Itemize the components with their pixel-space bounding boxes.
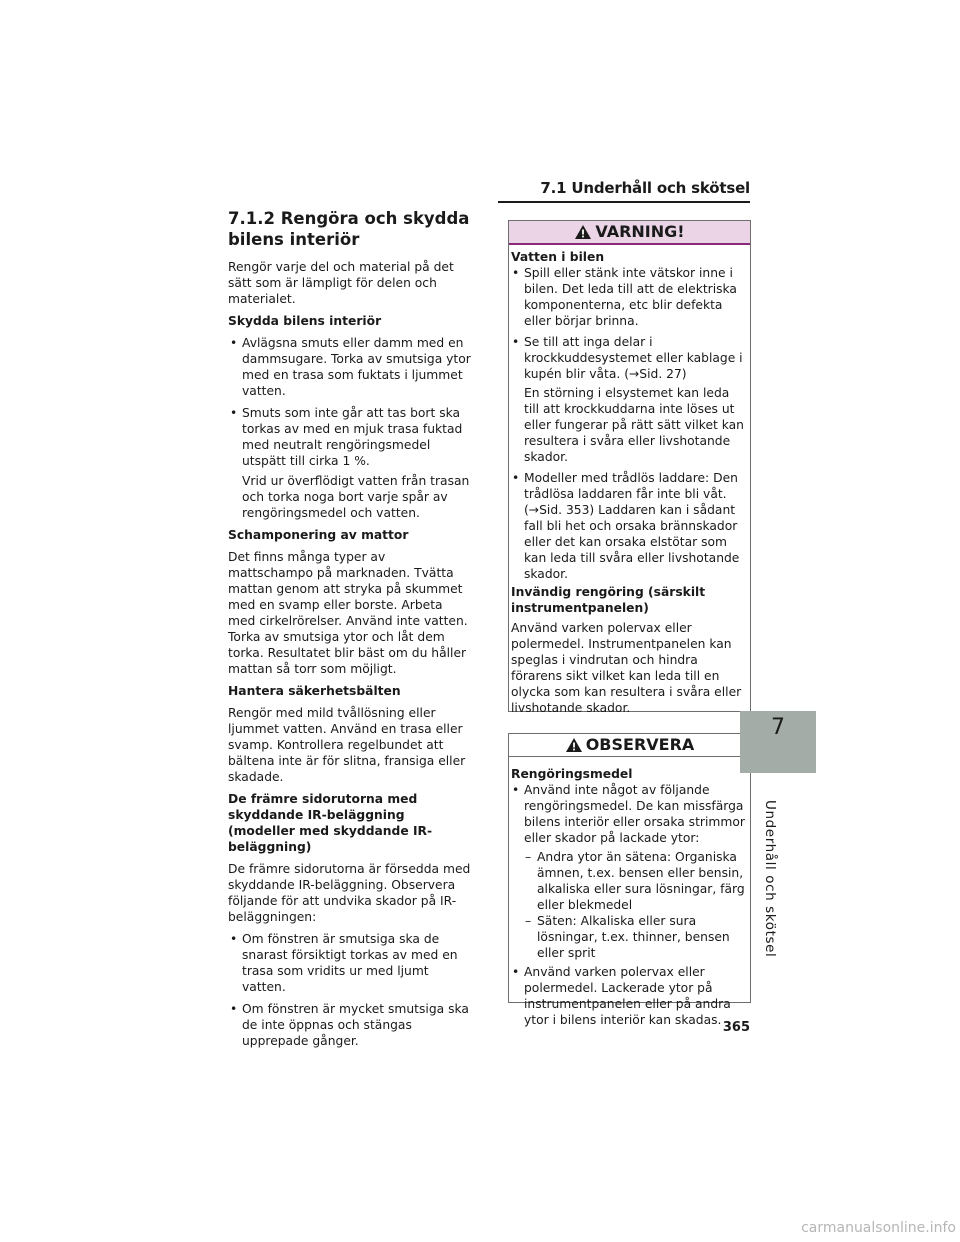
warning-triangle-icon: [565, 737, 583, 753]
notice-dash-item: – Säten: Alkaliska eller sura lösningar, t.ex. thinner, bensen eller sprit: [525, 914, 730, 960]
warning-text: Använd varken polervax eller polermedel. Instrumentpanelen kan speglas i vindrutan och hindra förarens sikt vilket kan leda till en olycka som kan resultera i svåra eller livshotande skador.: [511, 621, 742, 715]
mats-heading: Schamponering av mattor: [228, 528, 409, 542]
section-title: 7.1.2 Rengöra och skydda bilens interiör: [228, 209, 470, 249]
warning-bullet-continuation: En störning i elsystemet kan leda till att krockkuddarna inte löses ut eller fungerar på rätt sätt vilket kan resultera i svåra eller livshotande skador.: [524, 386, 744, 464]
warning-box: [508, 220, 751, 715]
warning-label: VARNING!: [595, 222, 685, 241]
protect-heading: Skydda bilens interiör: [228, 314, 382, 328]
warning-header: [509, 221, 750, 245]
warning-bullet: • Se till att inga delar i krockkuddesystemet eller kablage i kupén blir våta. (→Sid. 27) En störning i elsystemet kan leda till att krockkuddarna inte löses ut eller fungerar på rätt sätt vilket kan resultera i svåra eller livshotande skador.: [511, 334, 747, 465]
protect-bullet: • Smuts som inte går att tas bort ska torkas av med en mjuk trasa fuktad med neutralt rengöringsmedel utspätt till cirka 1 %. Vrid ur överflödigt vatten från trasan och torka noga bort varje spår av rengöringsmedel och vatten.: [228, 405, 472, 521]
notice-body: [509, 757, 750, 1028]
protect-bullet: • Avlägsna smuts eller damm med en dammsugare. Torka av smutsiga ytor med en trasa som fuktats i ljummet vatten.: [228, 335, 472, 399]
notice-dash-item: – Andra ytor än sätena: Organiska ämnen, t.ex. bensen eller bensin, alkaliska eller sura lösningar, färg eller blekmedel: [525, 850, 745, 912]
notice-heading: Rengöringsmedel: [511, 767, 633, 781]
protect-bullet-continuation: Vrid ur överflödigt vatten från trasan och torka noga bort varje spår av rengöringsmedel och vatten.: [242, 474, 470, 520]
chapter-tab-number: 7: [771, 715, 785, 740]
windows-text: De främre sidorutorna är försedda med skyddande IR-beläggning. Observera följande för att undvika skador på IR-beläggningen:: [228, 862, 471, 924]
header-rule: [498, 201, 750, 203]
windows-bullet: • Om fönstren är mycket smutsiga ska de inte öppnas och stängas upprepade gånger.: [228, 1001, 472, 1049]
windows-bullet: • Om fönstren är smutsiga ska de snarast försiktigt torkas av med en trasa som vridits ur med ljumt vatten.: [228, 931, 472, 995]
mats-text: Det finns många typer av mattschampo på marknaden. Tvätta mattan genom att stryka på skummet med en svamp eller borste. Arbeta med cirkelrörelser. Använd inte vatten. Torka av smutsiga ytor och låt dem torka. Resultatet blir bäst om du håller mattan så torr som möjligt.: [228, 550, 468, 676]
footer-watermark: carmanualsonline.info: [801, 1220, 956, 1236]
notice-box: [508, 733, 751, 1027]
chapter-header: 7.1 Underhåll och skötsel: [540, 179, 750, 197]
section-intro: Rengör varje del och material på det sätt som är lämpligt för delen och materialet.: [228, 260, 454, 306]
notice-label: OBSERVERA: [585, 735, 695, 754]
page-number: 365: [722, 1020, 750, 1035]
chapter-tab-label: Underhåll och skötsel: [762, 800, 778, 958]
warning-body: [509, 245, 750, 716]
notice-header: [509, 734, 750, 757]
warning-bullet: • Spill eller stänk inte vätskor inne i bilen. Det leda till att de elektriska komponenterna, etc blir defekta eller börjar brinna.: [511, 265, 747, 329]
warning-bullet: • Modeller med trådlös laddare: Den trådlösa laddaren får inte bli våt. (→Sid. 353) Laddaren kan i sådant fall bli het och orsaka brännskador eller det kan orsaka elstötar som kan leda till svåra eller livshotande skador.: [511, 470, 747, 582]
warning-heading: Invändig rengöring (särskilt instrumentpanelen): [511, 585, 706, 615]
left-column: [228, 208, 472, 1055]
notice-bullet: • Använd inte något av följande rengöringsmedel. De kan missfärga bilens interiör eller orsaka strimmor eller skador på lackade ytor:: [511, 782, 747, 846]
windows-heading: De främre sidorutorna med skyddande IR-beläggning (modeller med skyddande IR-beläggning): [228, 792, 433, 854]
notice-bullet: • Använd varken polervax eller polermedel. Lackerade ytor på instrumentpanelen eller på andra ytor i bilens interiör kan skadas.: [511, 964, 747, 1028]
belts-text: Rengör med mild tvållösning eller ljummet vatten. Använd en trasa eller svamp. Kontrollera regelbundet att bältena inte är för slitna, fransiga eller skadade.: [228, 706, 466, 784]
warning-triangle-icon: [574, 224, 592, 240]
warning-heading: Vatten i bilen: [511, 250, 605, 264]
belts-heading: Hantera säkerhetsbälten: [228, 684, 401, 698]
